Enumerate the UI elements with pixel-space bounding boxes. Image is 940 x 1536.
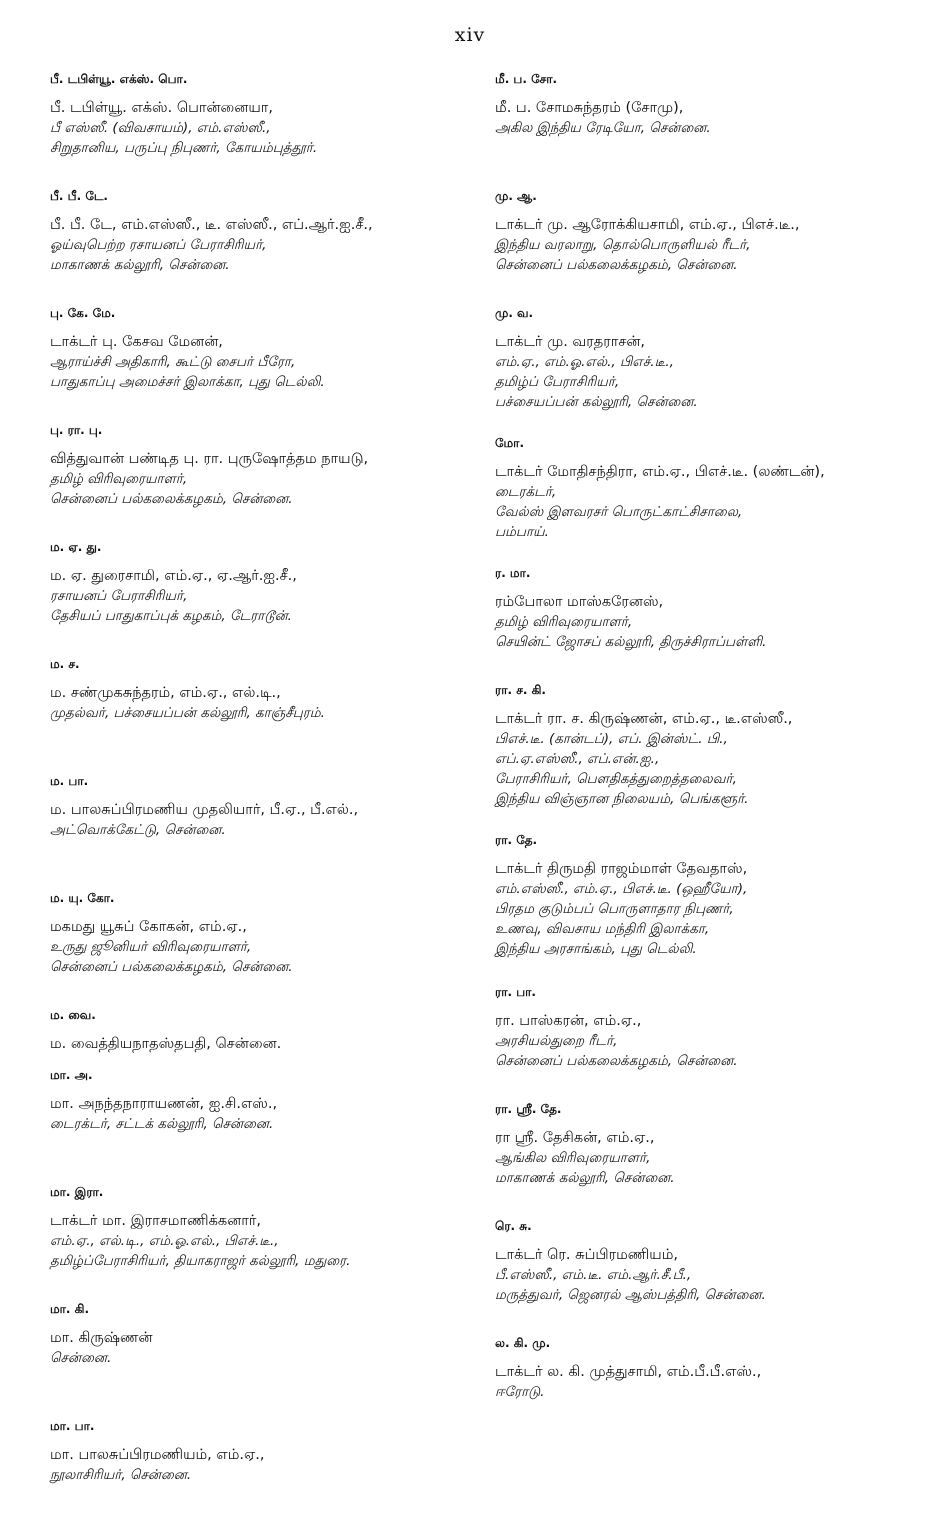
contributor-entry [50, 1302, 470, 1419]
contributor-name: ம. ஏ. துரைசாமி, எம்.ஏ., ஏ.ஆர்.ஐ.சீ., [50, 568, 297, 584]
contributor-detail: டைரக்டர், [495, 484, 557, 500]
contributor-detail: தமிழ் விரிவுரையாளர், [50, 471, 188, 487]
contributor-abbreviation: மா. கி. [50, 1302, 90, 1316]
contributor-abbreviation: மு. ஆ. [495, 189, 537, 203]
contributor-detail: எம்.ஏ., எம்.ஓ.எல்., பிஎச்.டீ., [495, 354, 674, 370]
contributor-abbreviation: மு. வ. [495, 306, 534, 320]
contributor-detail: பாதுகாப்பு அமைச்சர் இலாக்கா, புது டெல்லி. [50, 374, 325, 390]
contributor-detail: பிரதம குடும்பப் பொருளாதார நிபுணர், [495, 901, 734, 917]
contributor-name: டாக்டர் பு. கேசவ மேனன், [50, 334, 223, 350]
contributor-detail: ஓய்வுபெற்ற ரசாயனப் பேராசிரியர், [50, 237, 267, 253]
contributor-detail: பீ.எஸ்ஸீ., எம்.டீ. எம்.ஆர்.சீ.பீ., [495, 1267, 692, 1283]
contributor-entry [495, 985, 915, 1102]
contributor-detail: இந்திய வரலாறு, தொல்பொருளியல் ரீடர், [495, 237, 751, 253]
contributor-detail: சென்னைப் பல்கலைக்கழகம், சென்னை. [50, 959, 293, 975]
contributor-detail: எம்.ஏ., எல்.டி., எம்.ஓ.எல்., பிஎச்.டீ., [50, 1233, 279, 1249]
contributor-abbreviation: பு. கே. மே. [50, 306, 116, 320]
contributor-entry [50, 657, 470, 774]
contributor-entry [495, 436, 915, 566]
contributor-abbreviation: ரெ. சு. [495, 1219, 532, 1233]
contributor-name: ரா. பாஸ்கரன், எம்.ஏ., [495, 1013, 642, 1029]
contributor-entry [50, 189, 470, 306]
contributor-entry [50, 1068, 470, 1185]
contributor-detail: அட்வொக்கேட்டு, சென்னை. [50, 822, 226, 838]
contributor-detail: பச்சையப்பன் கல்லூரி, சென்னை. [495, 394, 698, 410]
contributor-abbreviation: பு. ரா. பு. [50, 423, 103, 437]
contributor-detail: சென்னைப் பல்கலைக்கழகம், சென்னை. [495, 257, 738, 273]
contributor-name: மீ. ப. சோமசுந்தரம் (சோமு), [495, 100, 684, 116]
contributor-name: மகமது யூசுப் கோகன், எம்.ஏ., [50, 919, 247, 935]
contributor-detail: தமிழ்ப் பேராசிரியர், [495, 374, 620, 390]
contributor-detail: மாகாணக் கல்லூரி, சென்னை. [495, 1170, 675, 1186]
contributor-entry [495, 306, 915, 436]
contributor-entry [50, 72, 470, 189]
contributor-detail: இந்திய அரசாங்கம், புது டெல்லி. [495, 941, 697, 957]
contributor-detail: பிஎச்.டீ. (கான்டப்), எப். இன்ஸ்ட். பி., [495, 731, 728, 747]
contributor-abbreviation: ல. கி. மு. [495, 1336, 551, 1350]
contributor-detail: எம்.எஸ்ஸீ., எம்.ஏ., பிஎச்.டீ. (ஒஹீயோ), [495, 881, 748, 897]
contributor-detail: முதல்வர், பச்சையப்பன் கல்லூரி, காஞ்சீபுரம். [50, 705, 325, 721]
contributor-abbreviation: மோ. [495, 436, 525, 450]
contributor-entry [50, 891, 470, 1008]
contributor-entry [50, 774, 470, 891]
contributor-entry [495, 1102, 915, 1219]
contributor-name: டாக்டர் ல. கி. முத்துசாமி, எம்.பீ.பீ.எஸ்., [495, 1364, 762, 1380]
contributor-abbreviation: ரா. ஸ்ரீ. தே. [495, 1102, 562, 1116]
contributor-abbreviation: ரா. ச. கி. [495, 683, 546, 697]
page-number: xiv [454, 24, 486, 46]
contributor-abbreviation: பீ. பீ. டே. [50, 189, 108, 203]
contributor-detail: உணவு, விவசாய மந்திரி இலாக்கா, [495, 921, 710, 937]
contributor-detail: சென்னைப் பல்கலைக்கழகம், சென்னை. [50, 491, 293, 507]
contributor-detail: தமிழ்ப்பேராசிரியர், தியாகராஜர் கல்லூரி, மதுரை. [50, 1253, 351, 1269]
left-column [50, 72, 470, 1536]
contributor-name: டாக்டர் மு. ஆரோக்கியசாமி, எம்.ஏ., பிஎச்.டீ., [495, 217, 800, 233]
contributor-name: டாக்டர் ரெ. சுப்பிரமணியம், [495, 1247, 679, 1263]
contributor-detail: ஈரோடு. [495, 1384, 545, 1400]
contributor-entry [495, 72, 915, 189]
contributor-entry [495, 833, 915, 985]
contributor-name: டாக்டர் மு. வரதராசன், [495, 334, 646, 350]
contributor-detail: நூலாசிரியர், சென்னை. [50, 1467, 192, 1483]
contributor-name: வித்துவான் பண்டித பு. ரா. புருஷோத்தம நாயடு, [50, 451, 369, 467]
contributor-detail: எப்.ஏ.எஸ்ஸீ., எப்.என்.ஐ., [495, 751, 660, 767]
contributor-entry [495, 1219, 915, 1336]
contributor-detail: சென்னைப் பல்கலைக்கழகம், சென்னை. [495, 1053, 738, 1069]
contributor-entry [495, 683, 915, 833]
contributor-name: ம. பாலசுப்பிரமணிய முதலியார், பீ.ஏ., பீ.எல்., [50, 802, 359, 818]
contributor-detail: பீ எஸ்ஸீ. (விவசாயம்), எம்.எஸ்ஸீ., [50, 120, 271, 136]
contributor-detail: தமிழ் விரிவுரையாளர், [495, 614, 633, 630]
contributor-detail: வேல்ஸ் இளவரசர் பொருட்காட்சிசாலை, [495, 504, 743, 520]
contributor-abbreviation: ரா. பா. [495, 985, 536, 999]
contributor-abbreviation: மா. அ. [50, 1068, 93, 1082]
contributor-abbreviation: ம. ச. [50, 657, 80, 671]
contributor-name: ரா ஸ்ரீ. தேசிகன், எம்.ஏ., [495, 1130, 655, 1146]
contributor-entry [50, 1008, 470, 1068]
contributor-name: டாக்டர் மா. இராசமாணிக்கனார், [50, 1213, 261, 1229]
contributor-detail: மாகாணக் கல்லூரி, சென்னை. [50, 257, 230, 273]
right-column [495, 72, 915, 1453]
contributor-abbreviation: ம. ஏ. து. [50, 540, 102, 554]
contributor-name: பீ. டபிள்யூ. எக்ஸ். பொன்னையா, [50, 100, 273, 116]
contributor-detail: ரசாயனப் பேராசிரியர், [50, 588, 188, 604]
contributor-entry [50, 306, 470, 423]
contributor-abbreviation: மா. பா. [50, 1419, 95, 1433]
contributor-detail: சென்னை. [50, 1350, 112, 1366]
contributor-detail: பேராசிரியர், பௌதிகத்துறைத்தலைவர், [495, 771, 737, 787]
contributor-name: ம. சண்முகசுந்தரம், எம்.ஏ., எல்.டி., [50, 685, 281, 701]
contributor-detail: செயின்ட் ஜோசப் கல்லூரி, திருச்சிராப்பள்ளி. [495, 634, 767, 650]
contributor-name: டாக்டர் திருமதி ராஜம்மாள் தேவதாஸ், [495, 861, 748, 877]
contributor-name: மா. கிருஷ்ணன் [50, 1330, 153, 1346]
contributor-entry [50, 423, 470, 540]
contributor-entry [495, 566, 915, 683]
contributor-detail: இந்திய விஞ்ஞான நிலையம், பெங்களூர். [495, 791, 749, 807]
contributor-detail: ஆங்கில விரிவுரையாளர், [495, 1150, 651, 1166]
contributor-detail: அகில இந்திய ரேடியோ, சென்னை. [495, 120, 711, 136]
contributor-name: மா. பாலசுப்பிரமணியம், எம்.ஏ., [50, 1447, 265, 1463]
contributor-abbreviation: பீ. டபிள்யூ. எக்ஸ். பொ. [50, 72, 188, 86]
contributor-entry [50, 540, 470, 657]
contributor-entry [495, 189, 915, 306]
contributor-name: பீ. பீ. டே, எம்.எஸ்ஸீ., டீ. எஸ்ஸீ., எப்.ஆர்.ஐ.சீ., [50, 217, 373, 233]
contributor-abbreviation: ம. வை. [50, 1008, 96, 1022]
contributor-name: டாக்டர் மோதிசந்திரா, எம்.ஏ., பிஎச்.டீ. (லண்டன்), [495, 464, 825, 480]
contributor-detail: அரசியல்துறை ரீடர், [495, 1033, 618, 1049]
contributor-abbreviation: ம. பா. [50, 774, 89, 788]
contributor-abbreviation: மீ. ப. சோ. [495, 72, 558, 86]
contributor-name: டாக்டர் ரா. ச. கிருஷ்ணன், எம்.ஏ., டீ.எஸ்ஸீ., [495, 711, 793, 727]
contributor-entry [50, 1419, 470, 1536]
contributor-detail: தேசியப் பாதுகாப்புக் கழகம், டேராடூன். [50, 608, 292, 624]
contributor-entry [50, 1185, 470, 1302]
contributor-detail: பம்பாய். [495, 524, 549, 540]
contributor-detail: சிறுதானிய, பருப்பு நிபுணர், கோயம்புத்தூர். [50, 140, 318, 156]
contributor-entry [495, 1336, 915, 1453]
contributor-abbreviation: ம. யு. கோ. [50, 891, 115, 905]
contributor-detail: டைரக்டர், சட்டக் கல்லூரி, சென்னை. [50, 1116, 274, 1132]
contributor-detail: மருத்துவர், ஜெனரல் ஆஸ்பத்திரி, சென்னை. [495, 1287, 766, 1303]
contributor-detail: ஆராய்ச்சி அதிகாரி, கூட்டு சைபர் பீரோ, [50, 354, 296, 370]
contributor-abbreviation: ரா. தே. [495, 833, 538, 847]
contributor-name: ம. வைத்தியநாதஸ்தபதி, சென்னை. [50, 1036, 282, 1052]
contributor-name: மா. அநந்தநாராயணன், ஐ.சி.எஸ்., [50, 1096, 278, 1112]
contributor-abbreviation: மா. இரா. [50, 1185, 104, 1199]
contributor-abbreviation: ர. மா. [495, 566, 531, 580]
contributor-detail: உருது ஜூனியர் விரிவுரையாளர், [50, 939, 252, 955]
contributor-name: ரம்போலா மாஸ்கரேனஸ், [495, 594, 664, 610]
